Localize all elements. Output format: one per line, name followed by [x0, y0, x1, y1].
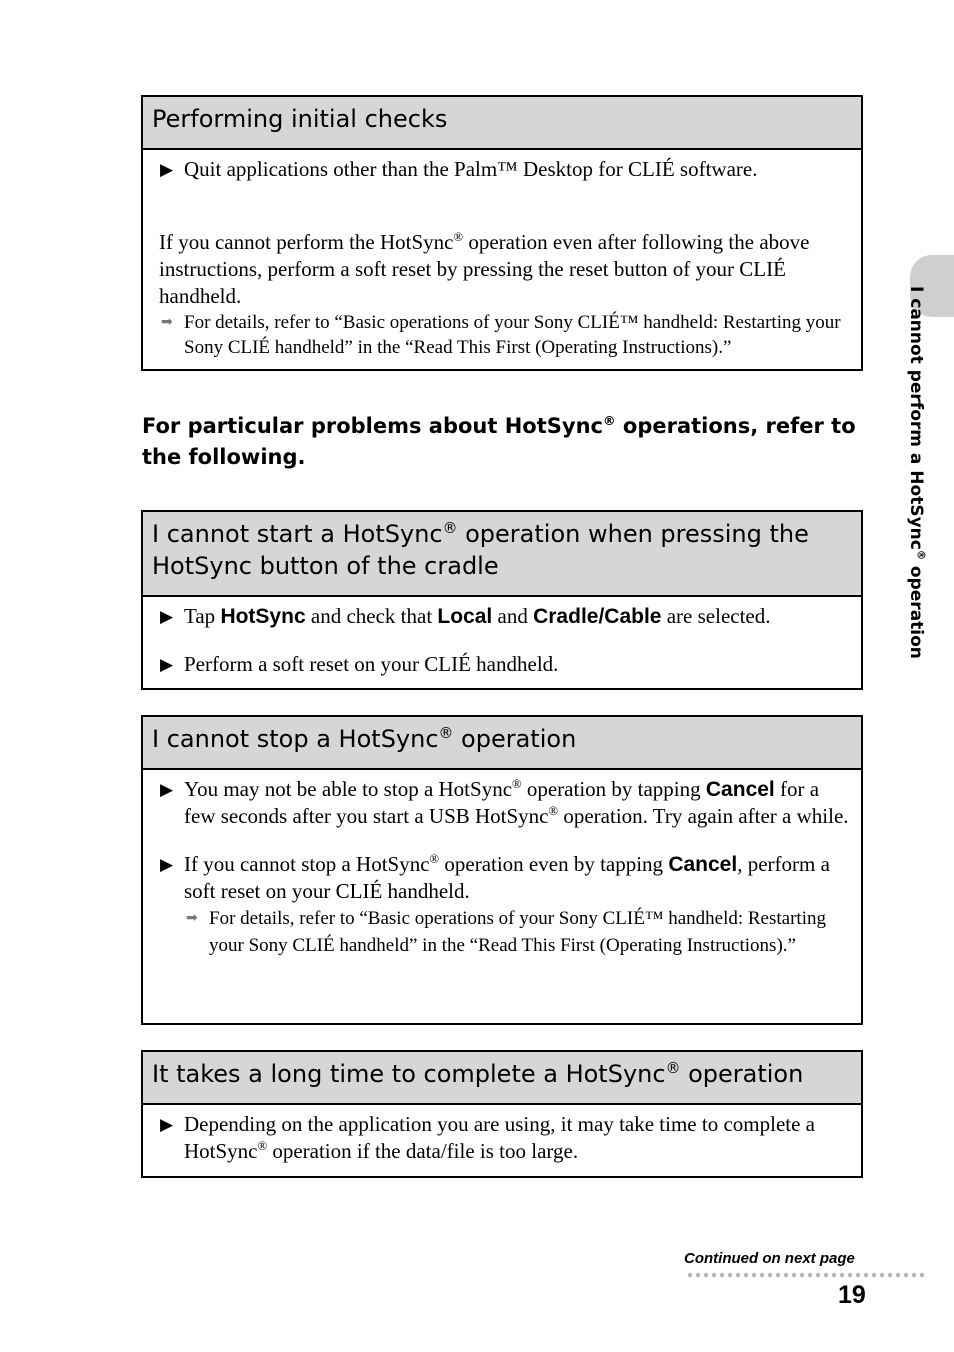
section-cannot-start	[141, 510, 863, 690]
paragraph: If you cannot perform the HotSync® operation even after following the above instructions, perform a soft reset by pressing the reset button of your CLIÉ handheld.	[159, 230, 810, 308]
bullet-arrow-icon: ▶	[160, 160, 174, 179]
bullet-item: ▶ If you cannot stop a HotSync® operation even by tapping Cancel, perform a soft reset on your CLIÉ handheld.	[160, 852, 830, 903]
side-tab-label: I cannot perform a HotSync® operation	[906, 286, 926, 659]
note-item: ➡ For details, refer to “Basic operations of your Sony CLIÉ™ handheld: Restarting your Sony CLIÉ handheld” in the “Read This First (Operating Instructions).”	[161, 312, 841, 358]
section-title: I cannot stop a HotSync® operation	[143, 717, 861, 770]
continued-label: Continued on next page	[684, 1250, 855, 1267]
lead-heading: For particular problems about HotSync® operations, refer to the following.	[142, 413, 856, 469]
bullet-arrow-icon: ▶	[160, 607, 174, 626]
section-title: It takes a long time to complete a HotSync® operation	[143, 1052, 861, 1105]
section-title: I cannot start a HotSync® operation when pressing the HotSync button of the cradle	[143, 512, 861, 597]
bullet-item: ▶ Tap HotSync and check that Local and Cradle/Cable are selected.	[160, 604, 771, 628]
section-cannot-stop	[141, 715, 863, 1025]
section-long-time	[141, 1050, 863, 1178]
section-initial-checks	[141, 95, 863, 371]
note-item: ➡ For details, refer to “Basic operations of your Sony CLIÉ™ handheld: Restarting your Sony CLIÉ handheld” in the “Read This First (Operating Instructions).”	[184, 905, 849, 959]
page-number: 19	[838, 1281, 866, 1309]
bullet-item: ▶ Depending on the application you are using, it may take time to complete a HotSync® operation if the data/file is too large.	[160, 1112, 815, 1163]
section-title: Performing initial checks	[143, 97, 861, 150]
bullet-item: ▶ Quit applications other than the Palm™ Desktop for CLIÉ software.	[160, 157, 758, 181]
reference-arrow-icon: ➡	[186, 911, 198, 926]
reference-arrow-icon: ➡	[161, 315, 173, 330]
bullet-item: ▶ Perform a soft reset on your CLIÉ handheld.	[160, 652, 559, 676]
bullet-item: ▶ You may not be able to stop a HotSync® operation by tapping Cancel for a few seconds after you start a USB HotSync® operation. Try again after a while.	[160, 777, 849, 828]
bullet-arrow-icon: ▶	[160, 780, 174, 799]
bullet-arrow-icon: ▶	[160, 855, 174, 874]
dotted-rule	[686, 1272, 926, 1278]
bullet-arrow-icon: ▶	[160, 1115, 174, 1134]
bullet-arrow-icon: ▶	[160, 655, 174, 674]
